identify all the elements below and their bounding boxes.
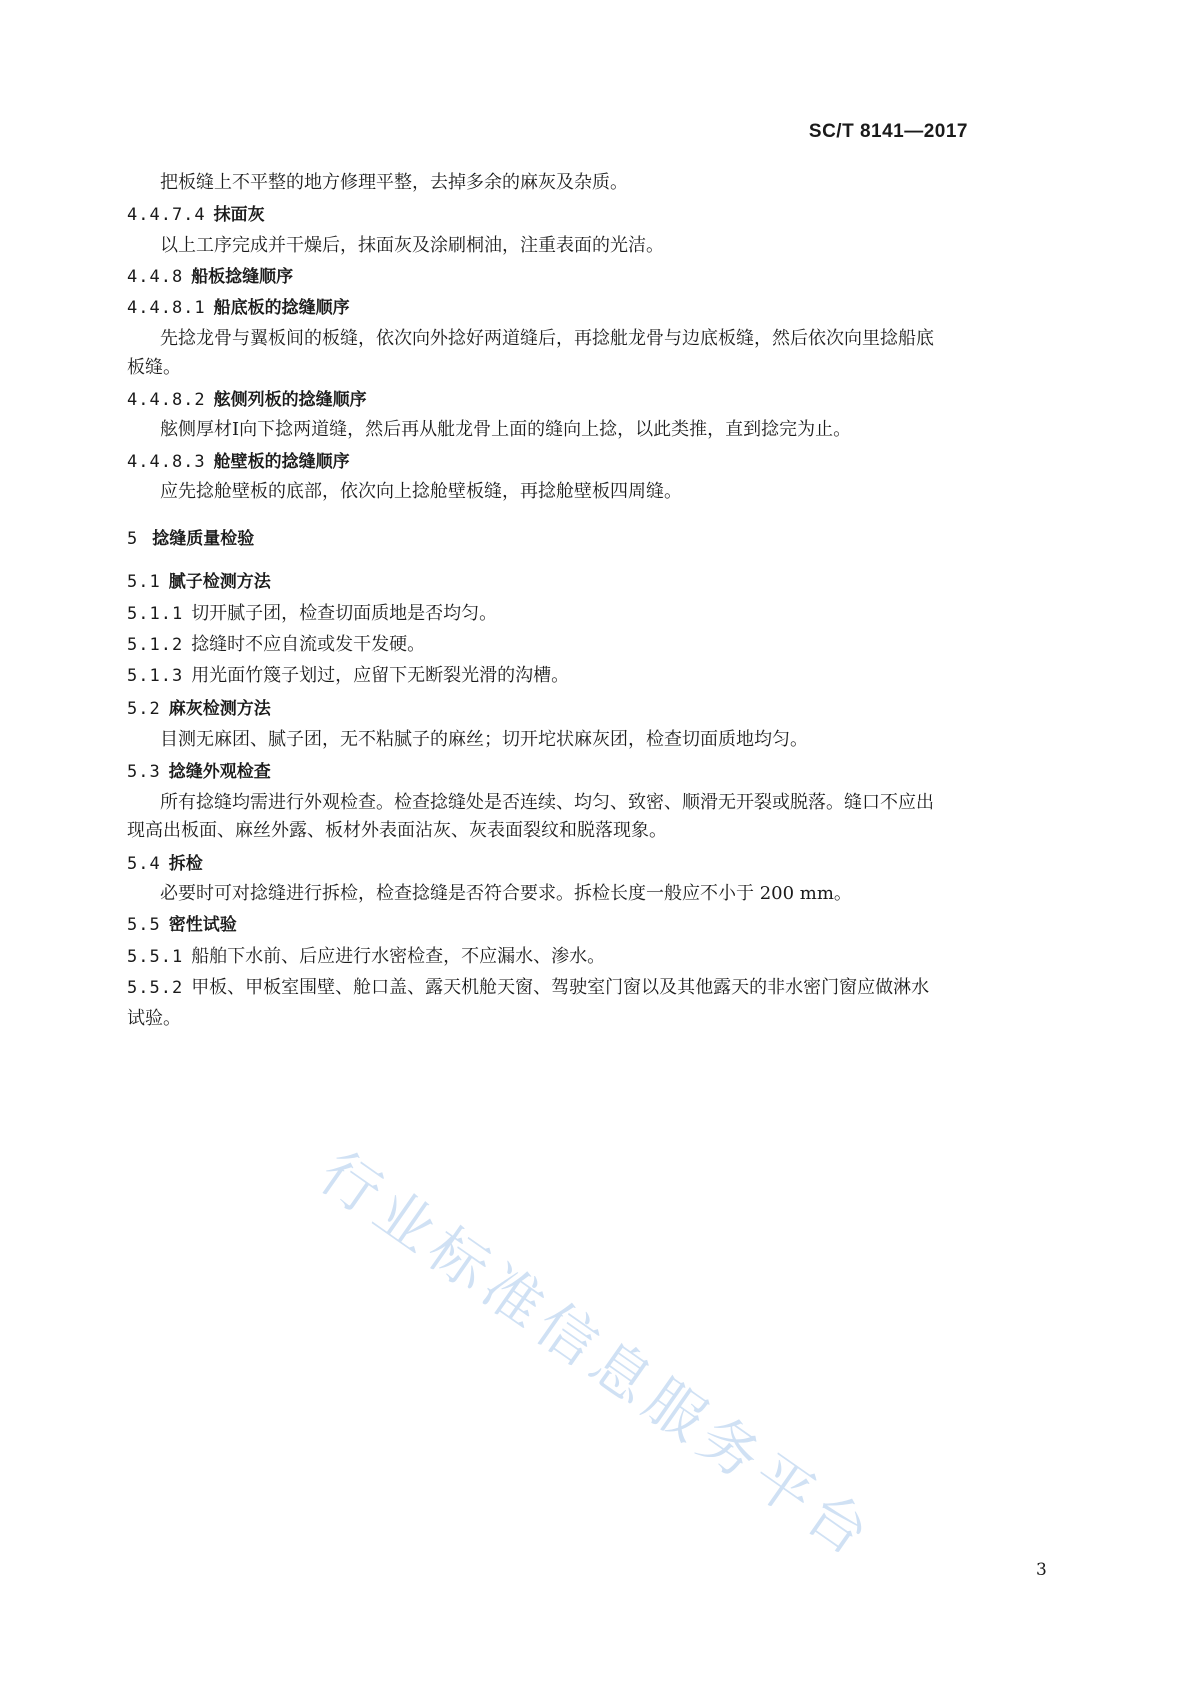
section-heading: 5.1 腻子检测方法 (127, 572, 271, 592)
paragraph: 应先捻舱壁板的底部，依次向上捻舱壁板缝，再捻舱壁板四周缝。 (160, 481, 682, 502)
paragraph: 所有捻缝均需进行外观检查。检查捻缝处是否连续、均匀、致密、顺滑无开裂或脱落。缝口不应出 (160, 792, 934, 813)
document-id: SC/T 8141—2017 (808, 121, 968, 142)
section-heading: 5.5 密性试验 (127, 915, 237, 935)
paragraph: 以上工序完成并干燥后，抹面灰及涂刷桐油，注重表面的光洁。 (160, 235, 664, 256)
section-heading: 4.4.8.1 船底板的捻缝顺序 (127, 298, 350, 318)
page-number: 3 (1036, 1560, 1047, 1580)
paragraph-continuation: 现高出板面、麻丝外露、板材外表面沾灰、灰表面裂纹和脱落现象。 (127, 820, 667, 841)
section-heading: 5.4 拆检 (127, 854, 203, 874)
paragraph: 目测无麻团、腻子团，无不粘腻子的麻丝；切开坨状麻灰团，检查切面质地均匀。 (160, 729, 808, 750)
numbered-item: 5.5.2 甲板、甲板室围壁、舱口盖、露天机舱天窗、驾驶室门窗以及其他露天的非水密门窗应做淋水 (127, 977, 930, 998)
paragraph: 必要时可对捻缝进行拆检，检查捻缝是否符合要求。拆检长度一般应不小于 200 mm。 (160, 883, 852, 904)
numbered-item: 5.1.2 捻缝时不应自流或发干发硬。 (127, 634, 426, 655)
section-heading: 4.4.8.2 舷侧列板的捻缝顺序 (127, 390, 367, 410)
section-heading: 5.3 捻缝外观检查 (127, 762, 271, 782)
paragraph-continuation: 试验。 (127, 1008, 181, 1029)
watermark: 行业标准信息服务平台 (307, 1138, 888, 1573)
numbered-item: 5.1.3 用光面竹篾子划过，应留下无断裂光滑的沟槽。 (127, 665, 570, 686)
paragraph: 把板缝上不平整的地方修理平整，去掉多余的麻灰及杂质。 (160, 172, 628, 193)
section-heading: 4.4.8 船板捻缝顺序 (127, 267, 294, 287)
numbered-item: 5.1.1 切开腻子团，检查切面质地是否均匀。 (127, 603, 498, 624)
numbered-item: 5.5.1 船舶下水前、后应进行水密检查，不应漏水、渗水。 (127, 946, 606, 967)
paragraph: 舷侧厚材Ⅰ向下捻两道缝，然后再从舭龙骨上面的缝向上捻，以此类推，直到捻完为止。 (160, 419, 852, 440)
section-heading: 4.4.8.3 舱壁板的捻缝顺序 (127, 452, 350, 472)
paragraph-continuation: 板缝。 (127, 357, 181, 378)
paragraph: 先捻龙骨与翼板间的板缝，依次向外捻好两道缝后，再捻舭龙骨与边底板缝，然后依次向里捻船底 (160, 328, 934, 349)
chapter-heading: 5 捻缝质量检验 (127, 529, 255, 549)
section-heading: 5.2 麻灰检测方法 (127, 699, 271, 719)
section-heading: 4.4.7.4 抹面灰 (127, 205, 265, 225)
